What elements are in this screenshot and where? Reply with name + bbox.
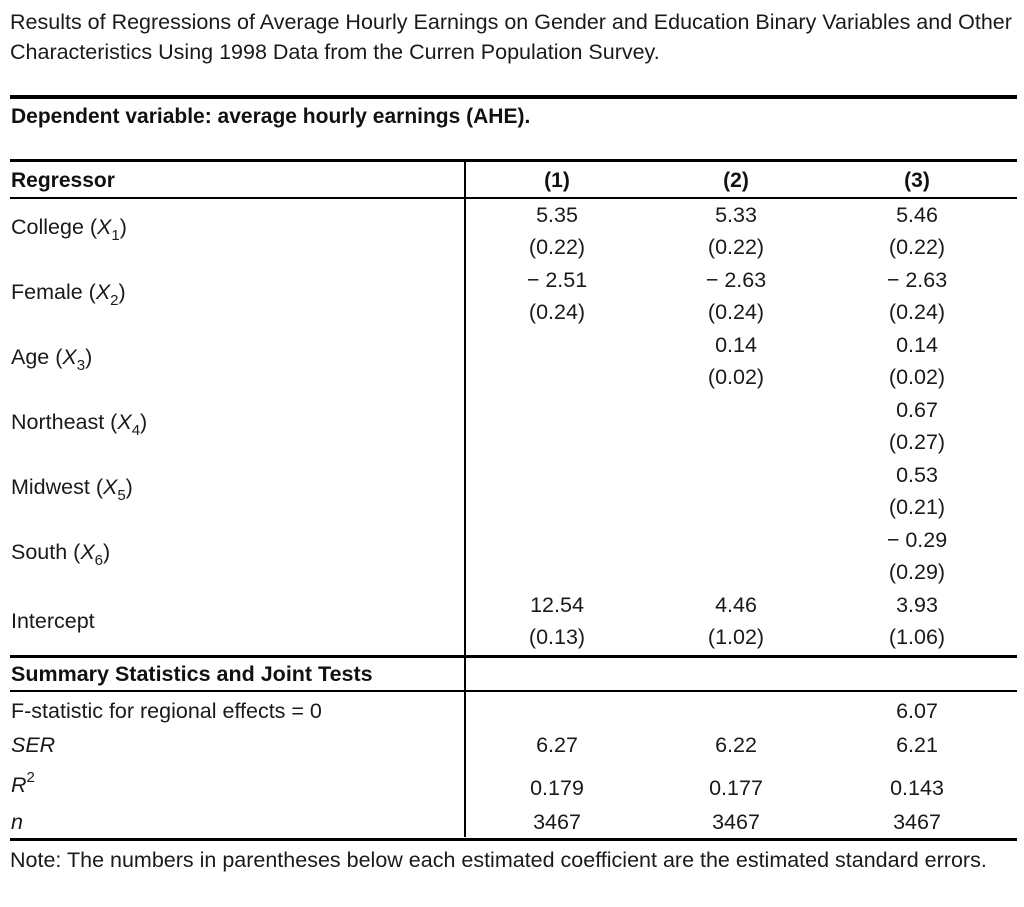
header-col-1: (1) — [544, 169, 570, 192]
row-label-south: South $(X_6)$ — [11, 540, 111, 569]
cell-south-3: − 0.29 (0.29) — [886, 528, 948, 584]
row-label-age: Age $(X_3)$ — [11, 345, 93, 374]
cell-intercept-3: 3.93 (1.06) — [888, 593, 946, 649]
stat-fstat-3: 6.07 — [896, 699, 938, 723]
header-col-3: (3) — [904, 169, 930, 192]
top-rule — [10, 95, 1017, 99]
summary-bottom-rule — [10, 690, 1017, 692]
summary-top-rule — [10, 655, 1017, 658]
table-title: Results of Regressions of Average Hourly Earnings on Gender and Education Binary Variables and Other Characteristics Using 1998 Data from the Curren Population Survey. — [10, 10, 1012, 64]
stat-label-n: n — [11, 810, 23, 834]
stat-n-2: 3467 — [712, 810, 760, 834]
cell-female-1: − 2.51 (0.24) — [526, 268, 588, 324]
cell-northeast-3: 0.67 (0.27) — [888, 398, 946, 454]
stat-r2-1: 0.179 — [530, 776, 584, 800]
row-label-midwest: Midwest $(X_5)$ — [11, 475, 133, 504]
cell-female-2: − 2.63 (0.24) — [705, 268, 767, 324]
header-regressor: Regressor — [11, 169, 115, 192]
dependent-variable-caption: Dependent variable: average hourly earnings (AHE). — [11, 105, 531, 128]
cell-intercept-2: 4.46 (1.02) — [707, 593, 765, 649]
stat-r2-3: 0.143 — [890, 776, 944, 800]
bottom-rule — [10, 838, 1017, 841]
row-label-female: Female $(X_2)$ — [11, 280, 126, 309]
cell-age-2: 0.14 (0.02) — [707, 333, 765, 389]
row-label-northeast: Northeast $(X_4)$ — [11, 410, 148, 439]
header-col-2: (2) — [723, 169, 749, 192]
stat-ser-2: 6.22 — [715, 733, 757, 757]
cell-female-3: − 2.63 (0.24) — [886, 268, 948, 324]
stat-n-1: 3467 — [533, 810, 581, 834]
table-note: Note: The numbers in parentheses below each estimated coefficient are the estimated standard errors. — [10, 848, 987, 872]
stat-label-ser: SER — [11, 733, 56, 757]
stat-r2-2: 0.177 — [709, 776, 763, 800]
stat-label-r2: $R^2$ — [11, 769, 35, 797]
stat-ser-1: 6.27 — [536, 733, 578, 757]
cell-college-3: 5.46 (0.22) — [888, 203, 946, 259]
cell-intercept-1: 12.54 (0.13) — [528, 593, 586, 649]
cell-college-1: 5.35 (0.22) — [528, 203, 586, 259]
row-label-college: College $(X_1)$ — [11, 215, 127, 244]
summary-header: Summary Statistics and Joint Tests — [11, 662, 373, 686]
cell-age-3: 0.14 (0.02) — [888, 333, 946, 389]
row-label-intercept: Intercept — [11, 609, 95, 633]
cell-midwest-3: 0.53 (0.21) — [888, 463, 946, 519]
header-top-rule — [10, 159, 1017, 162]
stat-label-fstat: F-statistic for regional effects = 0 — [11, 699, 322, 723]
column-divider — [464, 162, 466, 837]
cell-college-2: 5.33 (0.22) — [707, 203, 765, 259]
stat-ser-3: 6.21 — [896, 733, 938, 757]
stat-n-3: 3467 — [893, 810, 941, 834]
